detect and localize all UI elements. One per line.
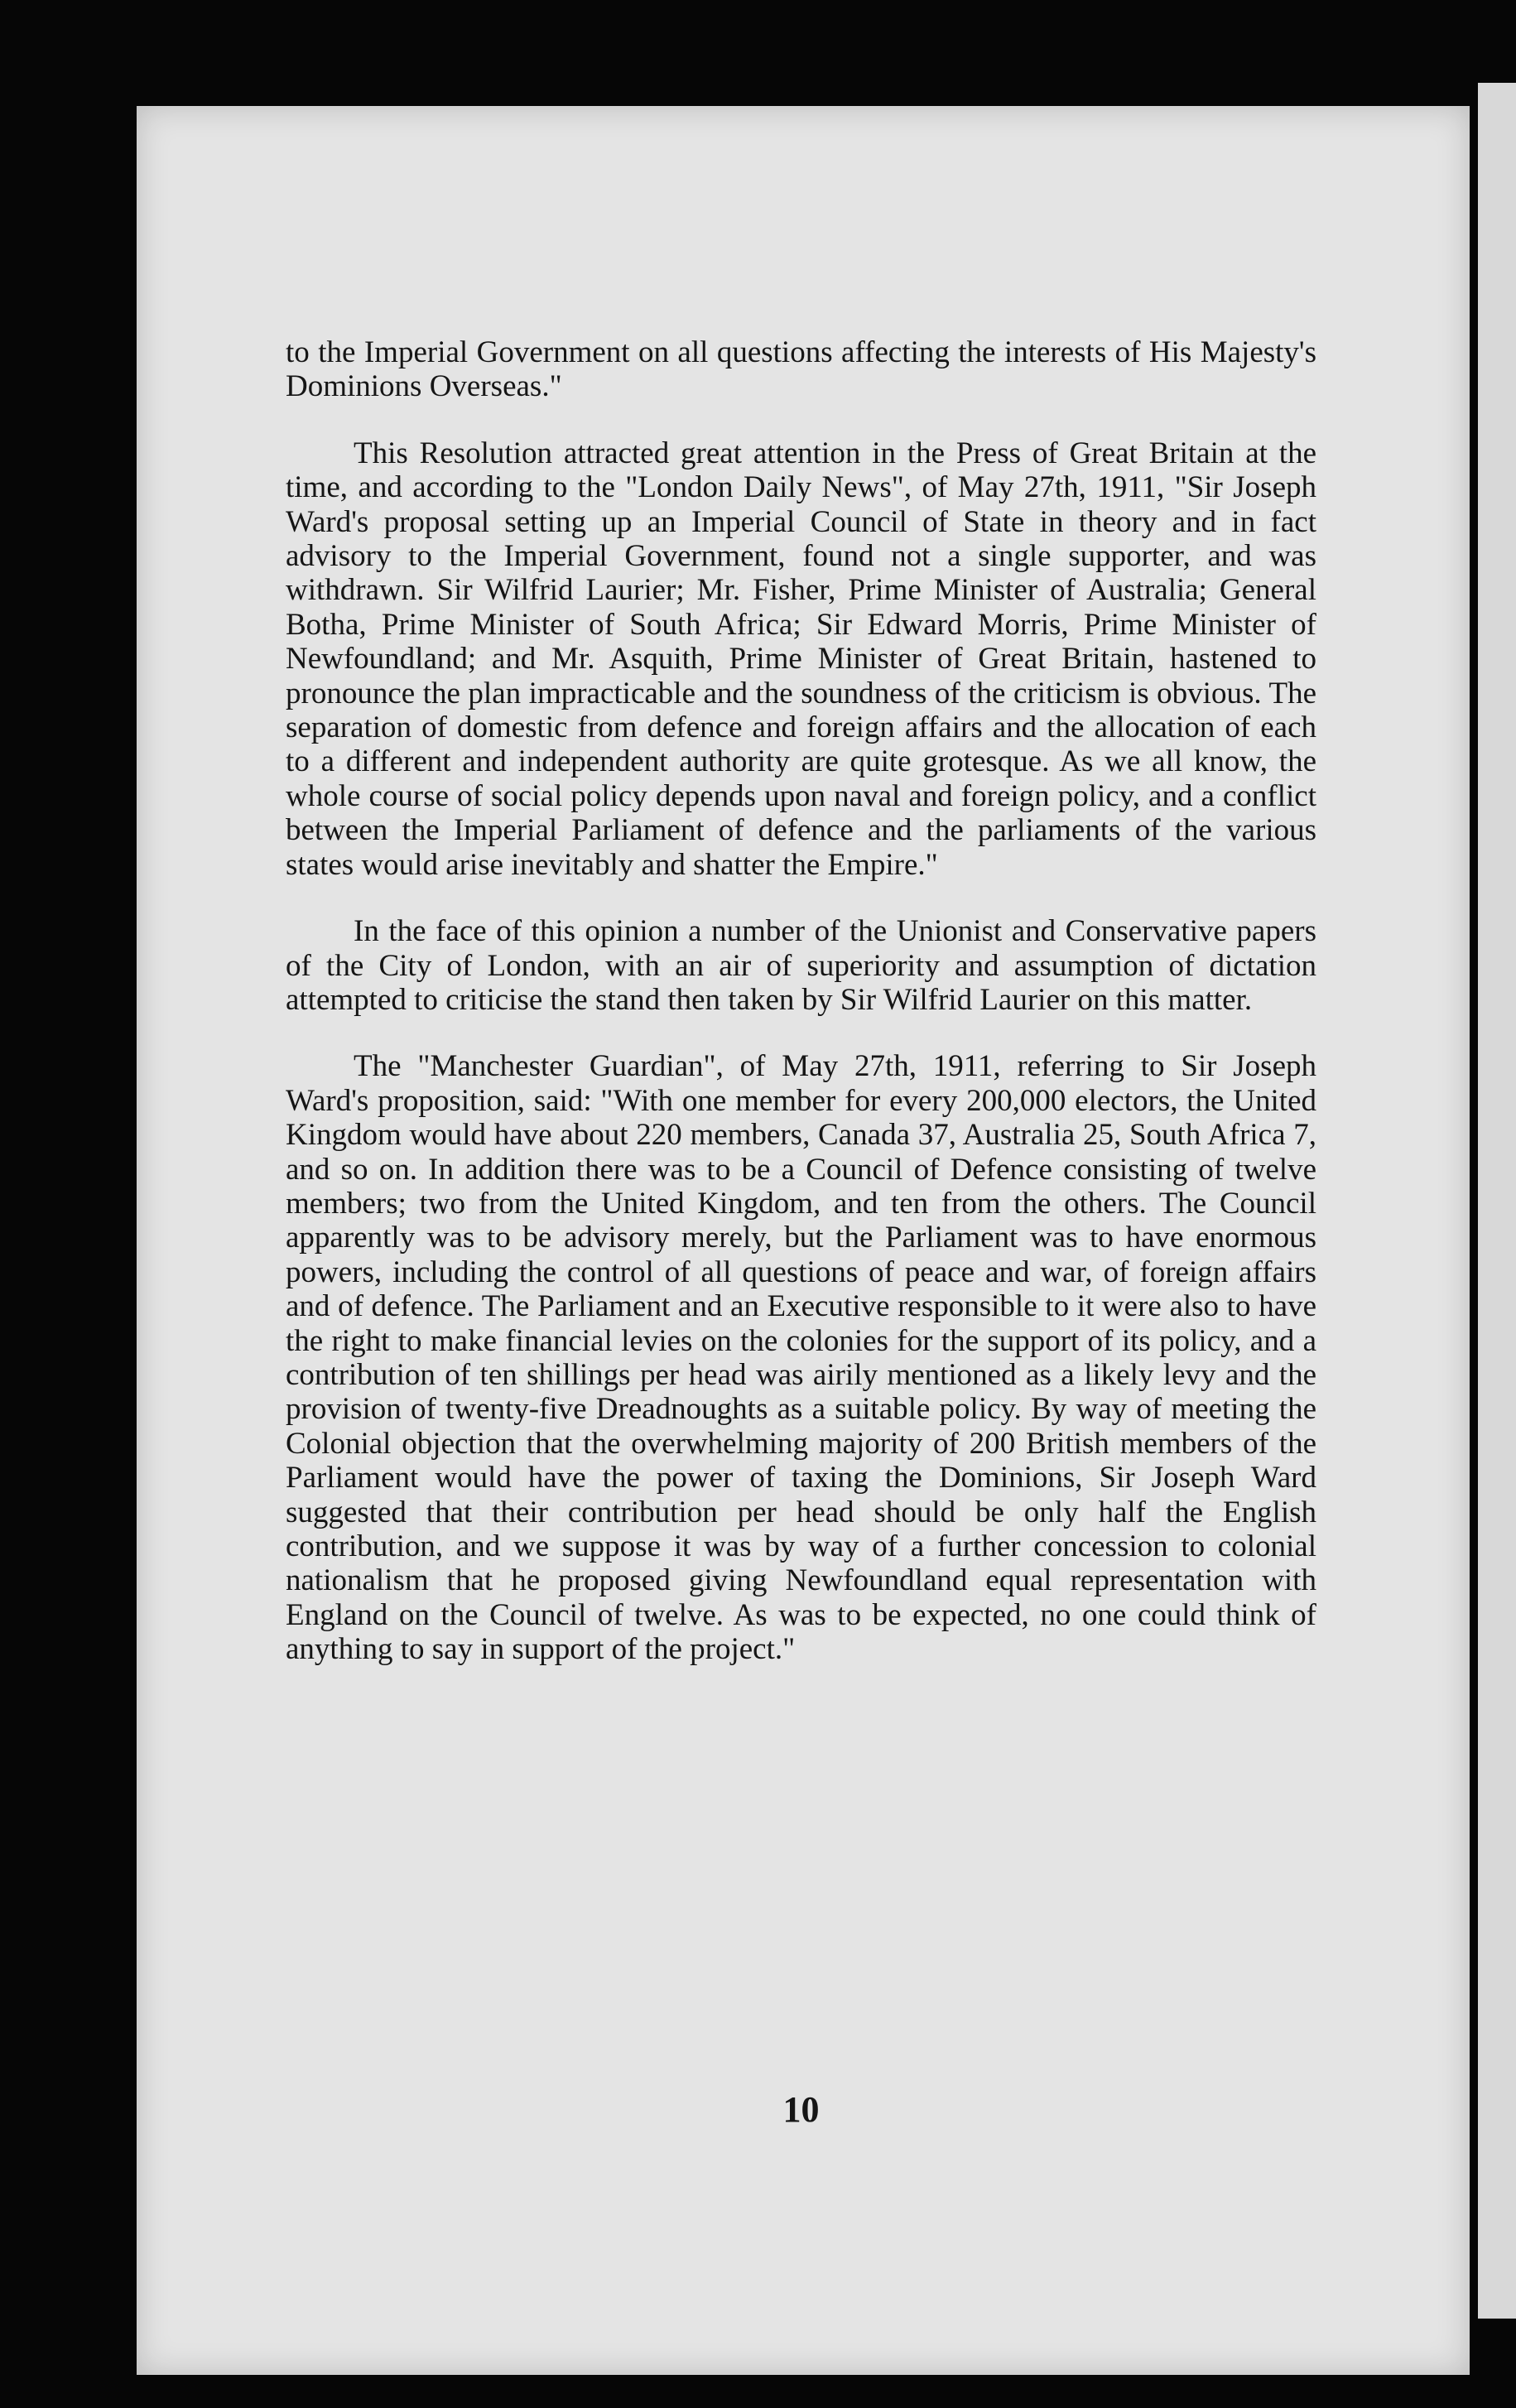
- page-footer: [286, 0, 1316, 2408]
- paragraph-manchester-guardian: The "Manchester Guardian", of May 27th, 1911, referring to Sir Joseph Ward's proposition, said: "With one member for every 200,000 electors, the United Kingdom would have about 220 members, Canada 37, Australia 25, South Africa 7, and so on. In addition there was to be a Council of Defence consisting of twelve members; two from the United Kingdom, and ten from the others. The Council apparently was to be advisory merely, but the Parliament was to have enormous powers, including the control of all questions of peace and war, of foreign affairs and of defence. The Parliament and an Executive responsible to it were also to have the right to make financial levies on the colonies for the support of its policy, and a contribution of ten shillings per head was airily mentioned as a likely levy and the provision of twenty-five Dreadnoughts as a suitable policy. By way of meeting the Colonial objection that the overwhelming majority of 200 British members of the Parliament would have the power of taxing the Dominions, Sir Joseph Ward suggested that their contribution per head should be only half the English contribution, and we suppose it was by way of a further concession to colonial nationalism that he proposed giving Newfoundland equal representation with England on the Council of twelve. As was to be expected, no one could think of anything to say in support of the project.": [286, 1049, 1316, 1667]
- adjacent-page-edge: [1478, 83, 1516, 2319]
- page-number: 10: [782, 2089, 820, 2130]
- paragraph-resolution-reception: This Resolution attracted great attention in the Press of Great Britain at the time, and according to the "London Daily News", of May 27th, 1911, "Sir Joseph Ward's proposal setting up an Imperial Council of State in theory and in fact advisory to the Imperial Government, found not a single supporter, and was withdrawn. Sir Wilfrid Laurier; Mr. Fisher, Prime Minister of Australia; General Botha, Prime Minister of South Africa; Sir Edward Morris, Prime Minister of Newfoundland; and Mr. Asquith, Prime Minister of Great Britain, hastened to pronounce the plan impracticable and the soundness of the criticism is obvious. The separation of domestic from defence and foreign affairs and the allocation of each to a different and independent authority are quite grotesque. As we all know, the whole course of social policy depends upon naval and foreign policy, and a conflict between the Imperial Parliament of defence and the parliaments of the various states would arise inevitably and shatter the Empire.": [286, 436, 1316, 882]
- paragraph-unionist-papers: In the face of this opinion a number of the Unionist and Conservative papers of the City of London, with an air of superiority and assumption of dictation attempted to criticise the stand then taken by Sir Wilfrid Laurier on this matter.: [286, 914, 1316, 1017]
- paragraph-continuation: to the Imperial Government on all questions affecting the interests of His Majesty's Dominions Overseas.": [286, 335, 1316, 404]
